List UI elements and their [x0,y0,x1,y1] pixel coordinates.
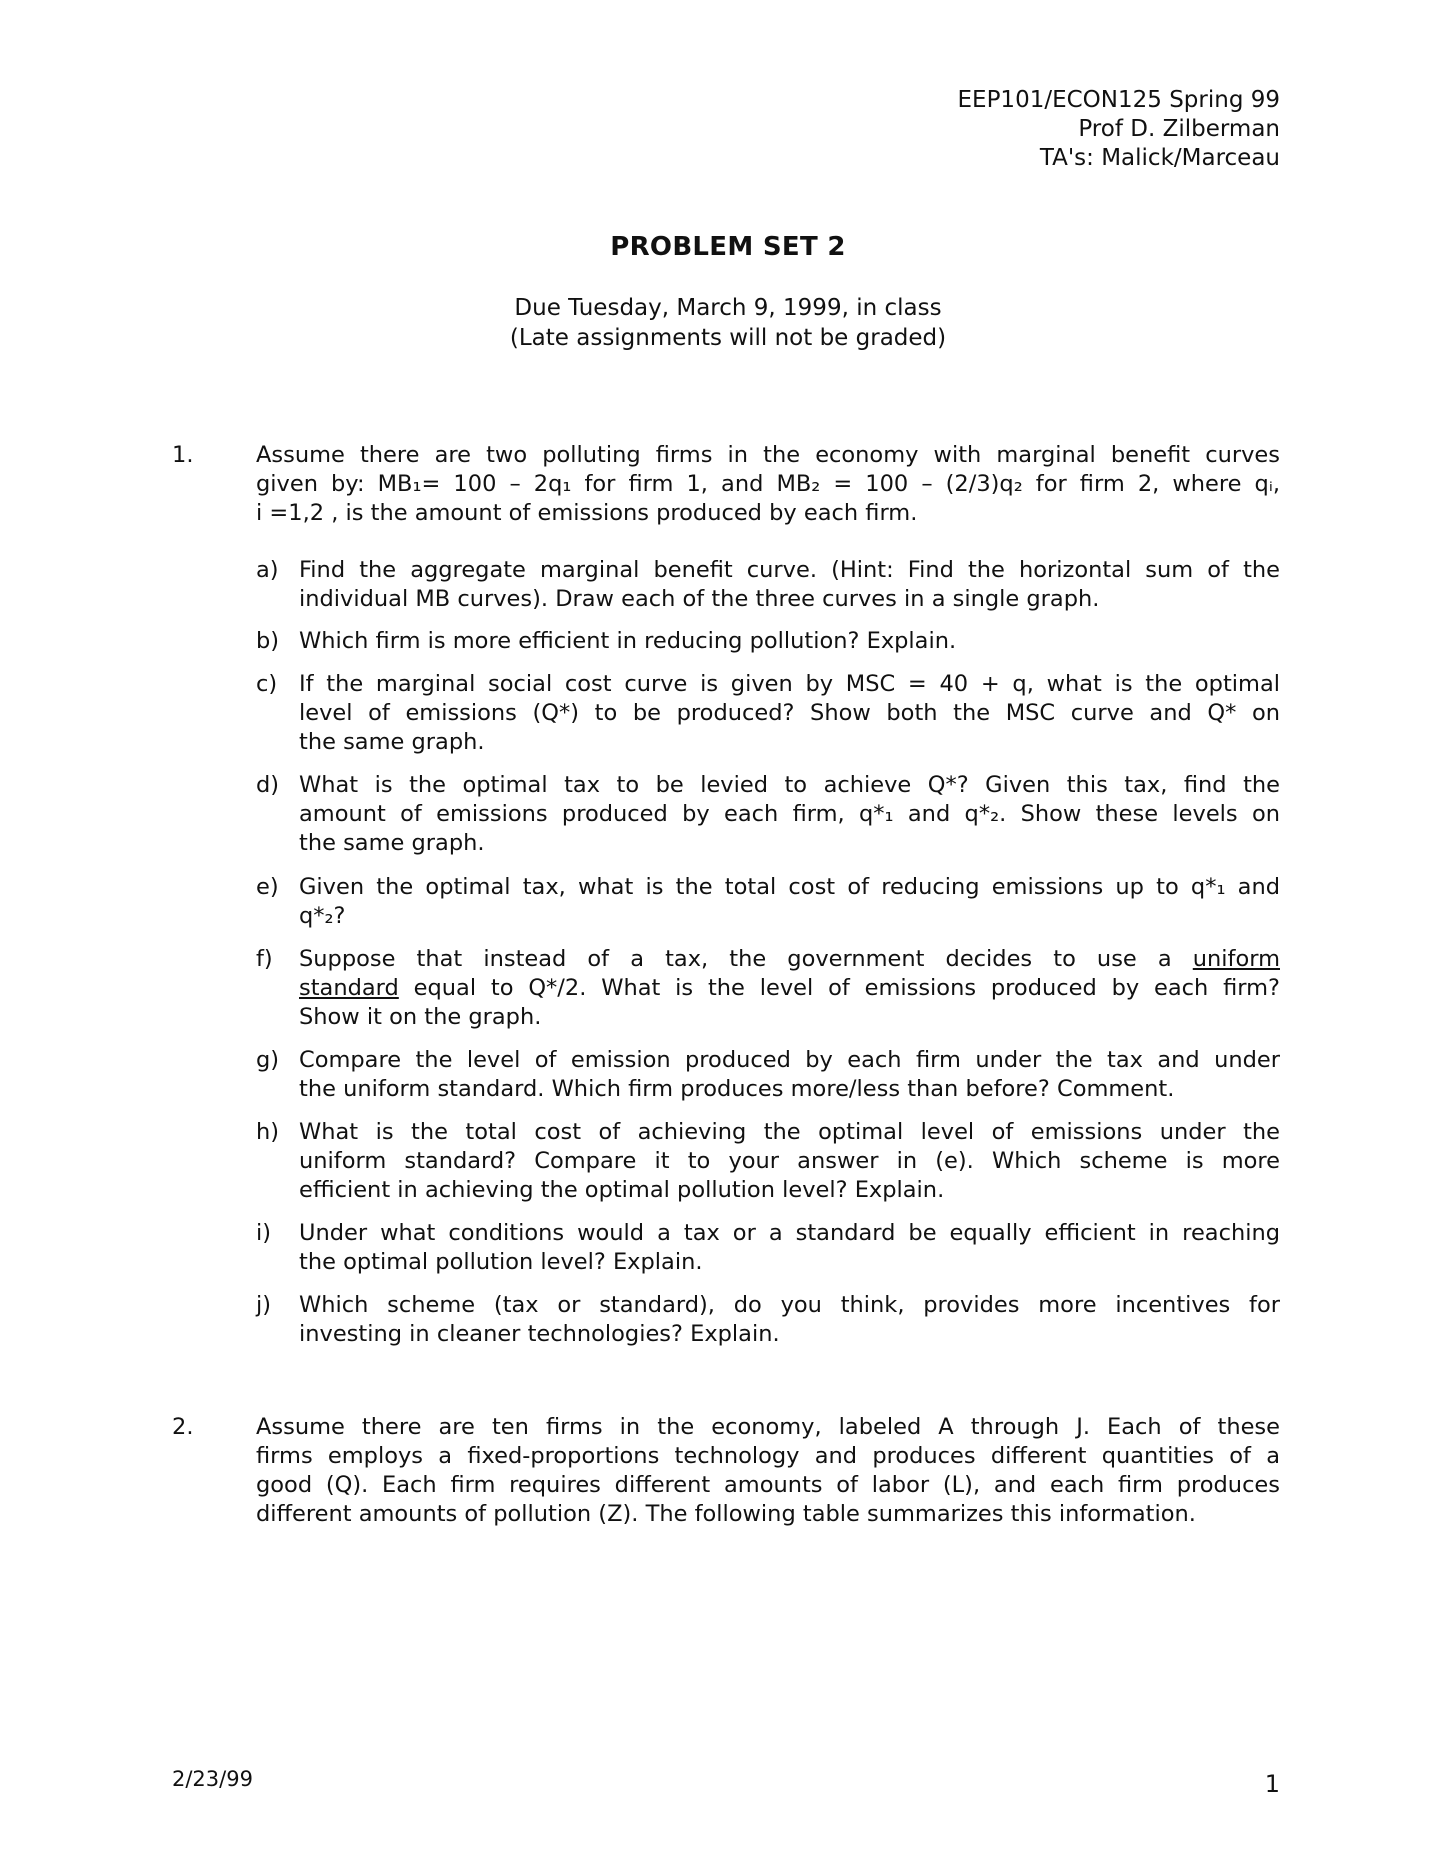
part-label: h) [256,1119,280,1145]
problem-statement [256,1413,1280,1529]
ta-names: TA's: Malick/Marceau [1039,145,1280,171]
part-line: Compare the level of emission produced by each firm under the tax and under [299,1047,1280,1073]
problem-line: i =1,2 , is the amount of emissions produced by each firm. [256,500,918,526]
problem-number: 2. [172,1414,194,1440]
course-header [958,86,1281,173]
part-line: Given the optimal tax, what is the total cost of reducing emissions up to q*₁ and [299,874,1280,900]
part-label: j) [256,1292,272,1318]
part-line: Show it on the graph. [299,1004,542,1030]
part-line: q*₂? [299,903,346,929]
due-date: Due Tuesday, March 9, 1999, in class [514,295,942,321]
part-text: equal to Q*/2. What is the level of emissions produced by each firm? [398,975,1280,1001]
part-text: Suppose that instead of a tax, the government decides to use a [299,946,1172,972]
part-line: the same graph. [299,830,485,856]
part-line [299,945,1280,974]
part-line: amount of emissions produced by each firm, q*₁ and q*₂. Show these levels on [299,801,1280,827]
part-line: Which firm is more efficient in reducing pollution? Explain. [299,628,957,654]
course-code: EEP101/ECON125 Spring 99 [957,87,1280,113]
underlined-term: uniform [1192,946,1280,972]
problem-line: Assume there are two polluting firms in the economy with marginal benefit curves [256,442,1280,468]
part-line: efficient in achieving the optimal pollution level? Explain. [299,1177,945,1203]
part-line: the uniform standard. Which firm produces more/less than before? Comment. [299,1076,1175,1102]
problem-line: good (Q). Each firm requires different amounts of labor (L), and each firm produces [256,1472,1280,1498]
part-line: What is the optimal tax to be levied to achieve Q*? Given this tax, find the [299,772,1280,798]
part-line: Which scheme (tax or standard), do you think, provides more incentives for [299,1292,1280,1318]
part-label: i) [256,1220,272,1246]
part-line: level of emissions (Q*) to be produced? Show both the MSC curve and Q* on [299,700,1280,726]
part-label: f) [256,946,273,972]
problem-line: firms employs a fixed-proportions technology and produces different quantities of a [256,1443,1280,1469]
part-line: the same graph. [299,729,485,755]
page-title: PROBLEM SET 2 [610,232,846,262]
problem-line: Assume there are ten firms in the economy, labeled A through J. Each of these [256,1414,1280,1440]
part-line: Under what conditions would a tax or a standard be equally efficient in reaching [299,1220,1280,1246]
part-line [299,974,1280,1003]
part-label: c) [256,671,278,697]
footer-date: 2/23/99 [172,1767,253,1791]
part-label: e) [256,874,279,900]
part-line: investing in cleaner technologies? Explain. [299,1321,780,1347]
underlined-term: standard [299,975,399,1001]
part-label: g) [256,1047,280,1073]
part-line: individual MB curves). Draw each of the three curves in a single graph. [299,586,1100,612]
professor-name: Prof D. Zilberman [1078,116,1280,142]
part-label: b) [256,628,280,654]
due-notice [0,293,1456,353]
page-number: 1 [1264,1770,1280,1798]
part-line: the optimal pollution level? Explain. [299,1249,703,1275]
problem-number: 1. [172,442,194,468]
late-policy: (Late assignments will not be graded) [509,325,947,351]
part-label: a) [256,557,279,583]
problem-statement [256,441,1280,528]
problem-line: different amounts of pollution (Z). The following table summarizes this information. [256,1501,1196,1527]
part-line: What is the total cost of achieving the optimal level of emissions under the [299,1119,1280,1145]
part-line: Find the aggregate marginal benefit curve. (Hint: Find the horizontal sum of the [299,557,1280,583]
part-line: If the marginal social cost curve is given by MSC = 40 + q, what is the optimal [299,671,1280,697]
problem-line: given by: MB₁= 100 – 2q₁ for firm 1, and MB₂ = 100 – (2/3)q₂ for firm 2, where qᵢ, [256,471,1280,497]
part-label: d) [256,772,280,798]
part-line: uniform standard? Compare it to your answer in (e). Which scheme is more [299,1148,1280,1174]
